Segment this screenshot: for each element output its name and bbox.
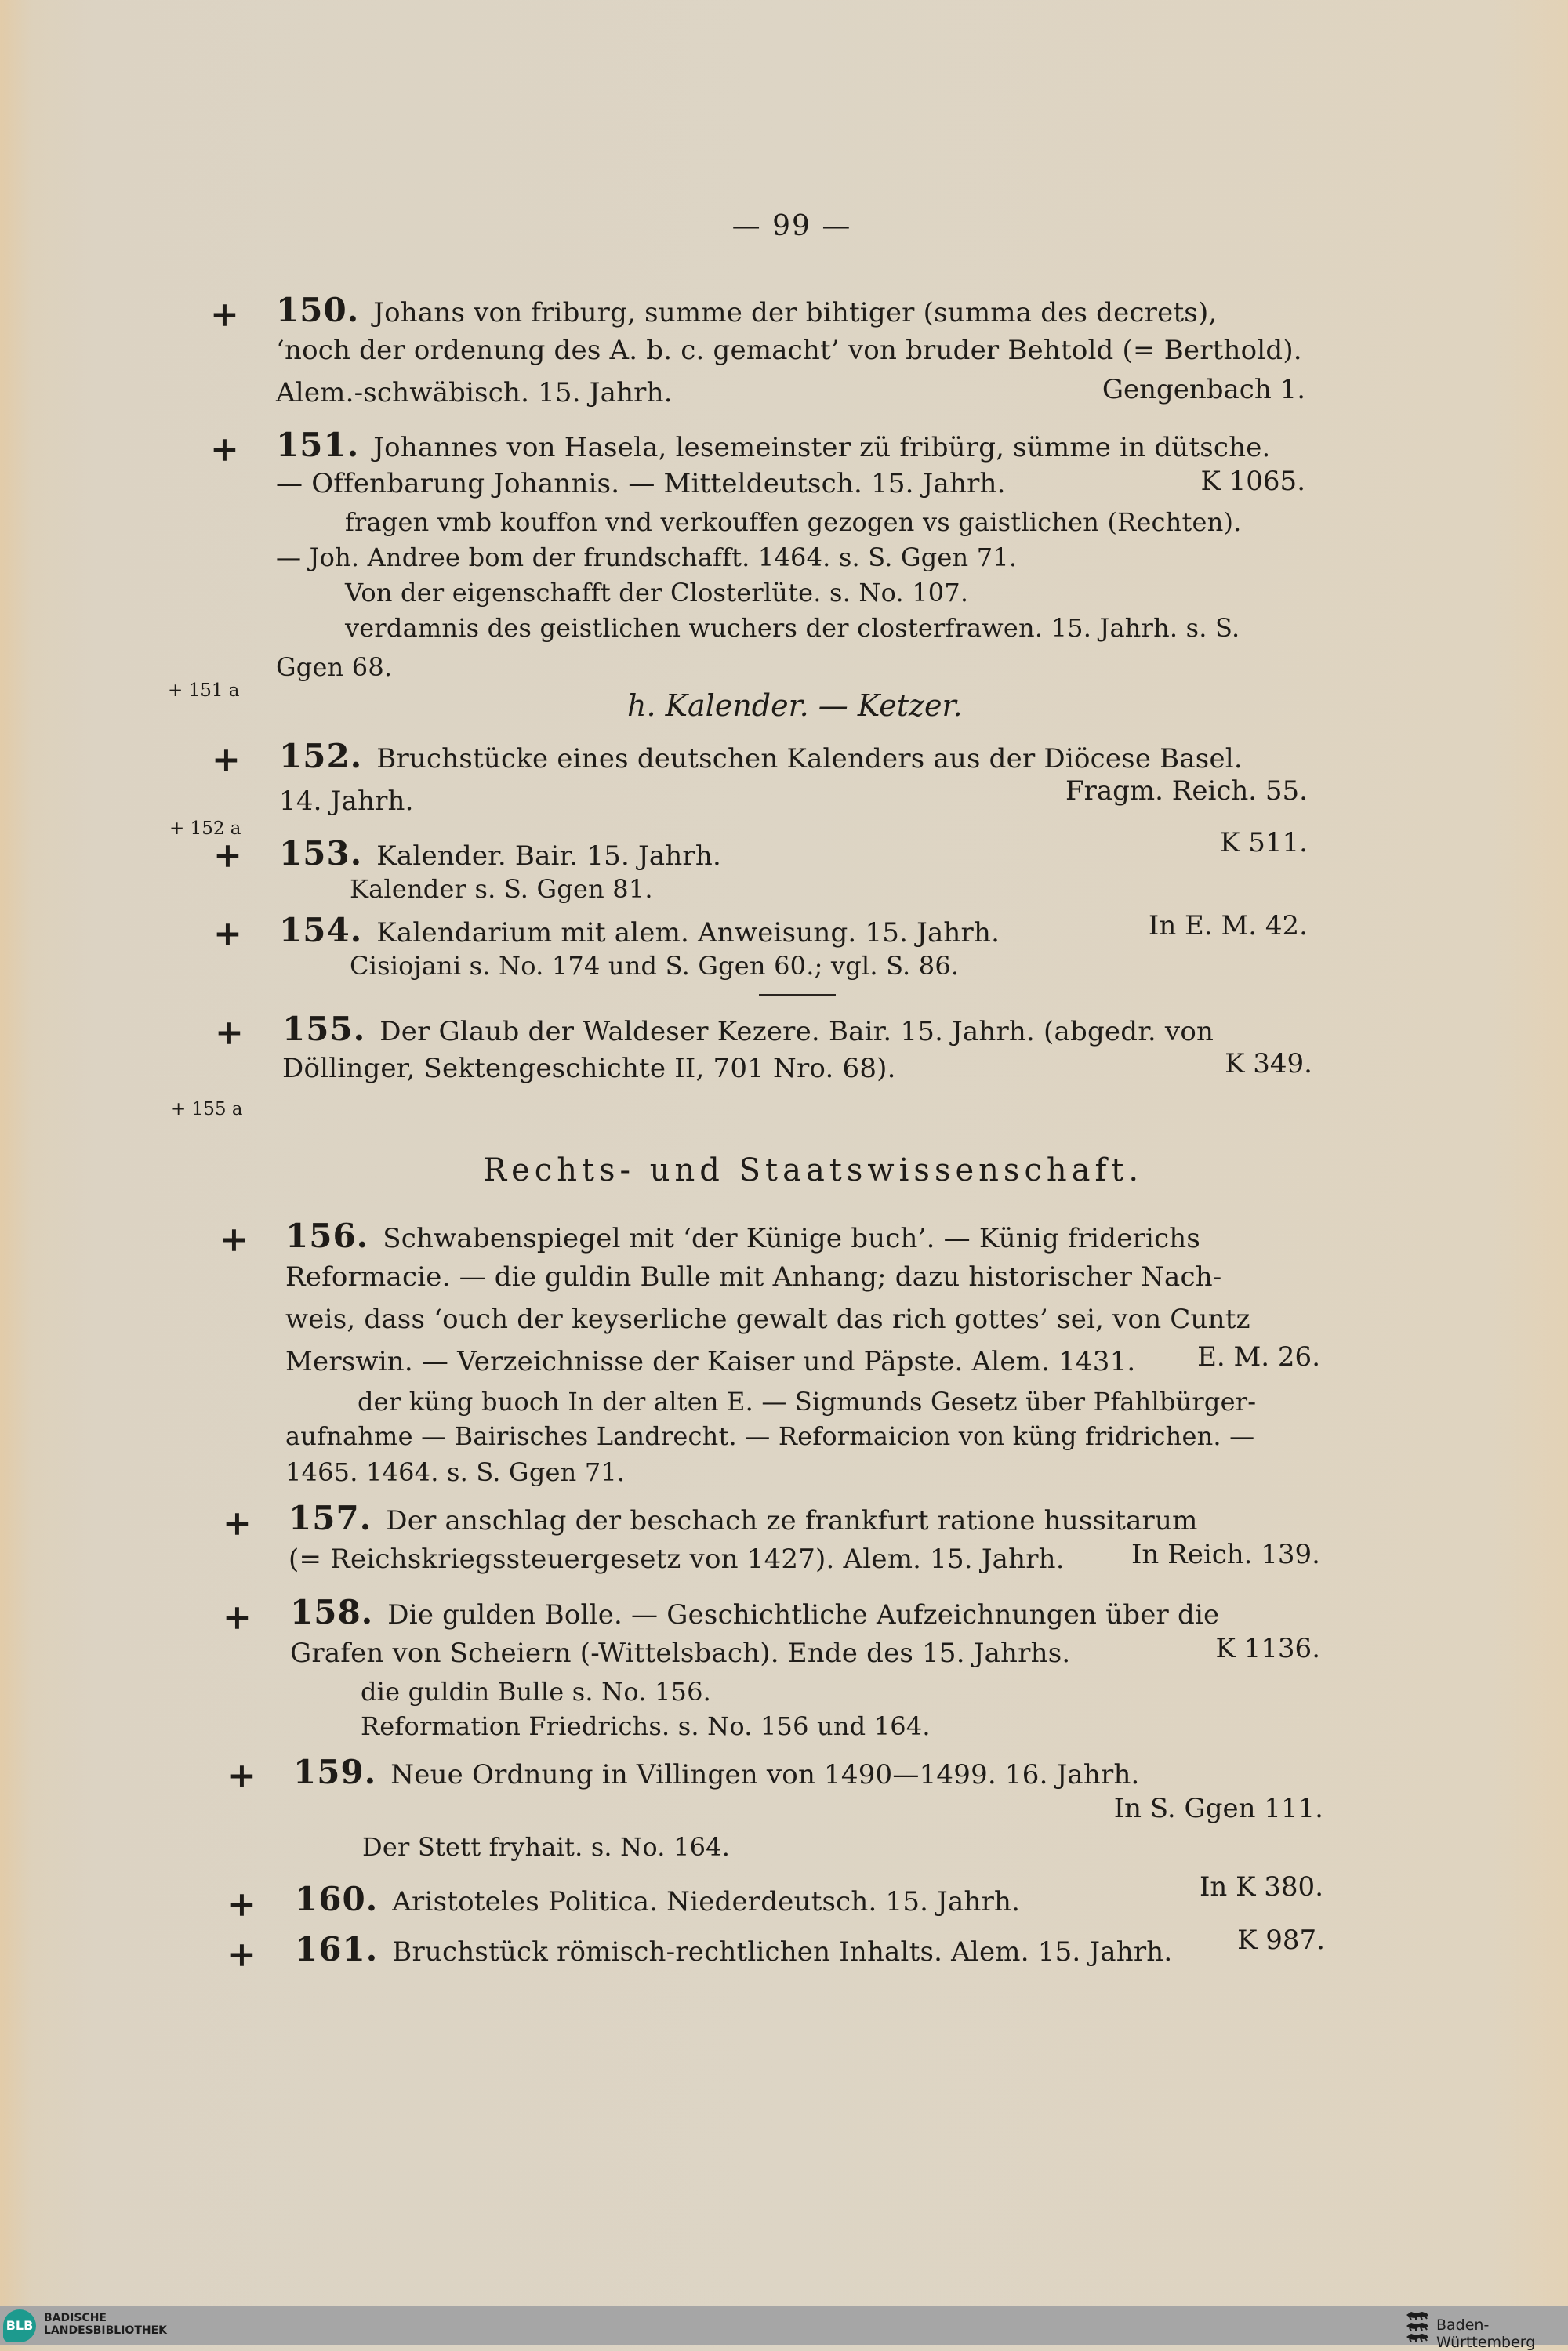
entry-marker: + [213,836,242,876]
cross-reference: verdamnis des geistlichen wuchers der closterfrawen. 15. Jahrh. s. S. [345,613,1240,643]
cross-reference: Ggen 68. [276,652,393,682]
cross-reference: Reformation Friedrichs. s. No. 156 und 164. [361,1711,931,1741]
section-heading: h. Kalender. — Ketzer. [627,688,963,723]
state-label[interactable]: Baden-Württemberg [1436,2317,1536,2351]
entry-number: 157. [289,1499,372,1537]
entry-156-line-4: Merswin. — Verzeichnisse der Kaiser und Päpste. Alem. 1431. [285,1346,1136,1377]
entry-number: 158. [290,1593,374,1631]
entry-155-line-1: 155. Der Glaub der Waldeser Kezere. Bair. 15. Jahrh. (abgedr. von [282,1010,1214,1048]
entry-marker: + [227,1756,256,1796]
shelfmark: In E. M. 42. [1148,910,1308,941]
entry-marker: + [220,1220,249,1260]
cross-reference: 1465. 1464. s. S. Ggen 71. [285,1457,626,1487]
margin-note: + 155 a [171,1099,243,1119]
shelfmark: K 511. [1220,827,1308,858]
shelfmark: In K 380. [1199,1871,1323,1903]
cross-reference: Der Stett fryhait. s. No. 164. [362,1832,731,1862]
entry-marker: + [215,1013,244,1053]
entry-marker: + [227,1935,256,1975]
shelfmark: K 1065. [1200,466,1305,497]
entry-157-line-1: 157. Der anschlag der beschach ze frankfurt ratione hussitarum [289,1499,1198,1537]
entry-marker: + [210,295,239,335]
entry-marker: + [210,430,239,470]
entry-marker: + [223,1598,252,1638]
entry-number: 156. [285,1217,369,1255]
shelfmark: In S. Ggen 111. [1113,1793,1323,1824]
shelfmark: K 987. [1237,1925,1325,1956]
entry-number: 152. [279,737,363,775]
baden-wuerttemberg-lions-icon [1405,2308,1430,2344]
footer-bar [0,2306,1568,2345]
entry-151-line-2: — Offenbarung Johannis. — Mitteldeutsch. 15. Jahrh. [276,468,1006,499]
entry-number: 159. [293,1753,377,1791]
margin-note: + 152 a [169,818,241,839]
entry-155-line-2: Döllinger, Sektengeschichte II, 701 Nro. 68). [282,1053,896,1084]
entry-156-line-1: 156. Schwabenspiegel mit ‘der Künige buch’. — Künig friderichs [285,1217,1201,1255]
cross-reference: fragen vmb kouffon vnd verkouffen gezogen vs gaistlichen (Rechten). [345,507,1242,537]
entry-marker: + [213,914,242,954]
entry-152-line-2: 14. Jahrh. [279,785,414,817]
shelfmark: K 349. [1225,1048,1312,1079]
cross-reference: — Joh. Andree bom der frundschafft. 1464. s. S. Ggen 71. [276,542,1018,572]
shelfmark: In Reich. 139. [1131,1539,1320,1570]
margin-note: + 151 a [168,680,240,701]
library-name: BADISCHE LANDESBIBLIOTHEK [44,2312,168,2337]
entry-152-line-1: 152. Bruchstücke eines deutschen Kalenders aus der Diöcese Basel. [279,737,1243,775]
entry-157-line-2: (= Reichskriegssteuergesetz von 1427). Alem. 15. Jahrh. [289,1544,1065,1575]
entry-marker: + [223,1504,252,1544]
page-number: — 99 — [731,210,852,242]
entry-161-line-1: 161. Bruchstück römisch-rechtlichen Inhalts. Alem. 15. Jahrh. [295,1930,1173,1968]
entry-150-line-2: ‘noch der ordenung des A. b. c. gemacht’ von bruder Behtold (= Berthold). [276,335,1302,366]
entry-number: 160. [295,1880,379,1918]
cross-reference: Von der eigenschafft der Closterlüte. s. No. 107. [345,578,969,608]
section-divider [759,994,836,996]
entry-160-line-1: 160. Aristoteles Politica. Niederdeutsch. 15. Jahrh. [295,1880,1021,1918]
entry-159-line-1: 159. Neue Ordnung in Villingen von 1490—1499. 16. Jahrh. [293,1753,1140,1791]
shelfmark: Fragm. Reich. 55. [1065,775,1308,807]
shelfmark: K 1136. [1215,1633,1320,1664]
entry-156-line-3: weis, dass ‘ouch der keyserliche gewalt das rich gottes’ sei, von Cuntz [285,1304,1250,1335]
entry-number: 155. [282,1010,366,1048]
cross-reference: aufnahme — Bairisches Landrecht. — Reformaicion von küng fridrichen. — [285,1421,1255,1451]
entry-marker: + [227,1885,256,1925]
section-heading: Rechts- und Staatswissenschaft. [483,1152,1144,1188]
entry-number: 161. [295,1930,379,1968]
cross-reference: Cisiojani s. No. 174 und S. Ggen 60.; vgl. S. 86. [350,951,960,981]
entry-number: 151. [276,426,360,464]
entry-153-line-1: 153. Kalender. Bair. 15. Jahrh. [279,834,721,873]
shelfmark: Gengenbach 1. [1102,374,1305,405]
entry-158-line-1: 158. Die gulden Bolle. — Geschichtliche Aufzeichnungen über die [290,1593,1220,1631]
entry-number: 153. [279,834,363,873]
blb-logo[interactable]: BLB [3,2309,36,2342]
cross-reference: die guldin Bulle s. No. 156. [361,1677,712,1707]
entry-151-line-1: 151. Johannes von Hasela, lesemeinster zü fribürg, sümme in dütsche. [276,426,1271,464]
entry-number: 154. [279,911,363,949]
entry-154-line-1: 154. Kalendarium mit alem. Anweisung. 15. Jahrh. [279,911,1000,949]
entry-marker: + [212,740,241,780]
cross-reference: Kalender s. S. Ggen 81. [350,874,653,904]
shelfmark: E. M. 26. [1197,1341,1320,1373]
cross-reference: der küng buoch In der alten E. — Sigmunds Gesetz über Pfahlbürger- [358,1387,1257,1417]
entry-number: 150. [276,291,360,329]
entry-150-line-1: 150. Johans von friburg, summe der bihtiger (summa des decrets), [276,291,1218,329]
entry-150-line-3: Alem.-schwäbisch. 15. Jahrh. [276,377,673,408]
entry-156-line-2: Reformacie. — die guldin Bulle mit Anhang; dazu historischer Nach- [285,1261,1222,1293]
entry-158-line-2: Grafen von Scheiern (-Wittelsbach). Ende des 15. Jahrhs. [290,1638,1071,1669]
